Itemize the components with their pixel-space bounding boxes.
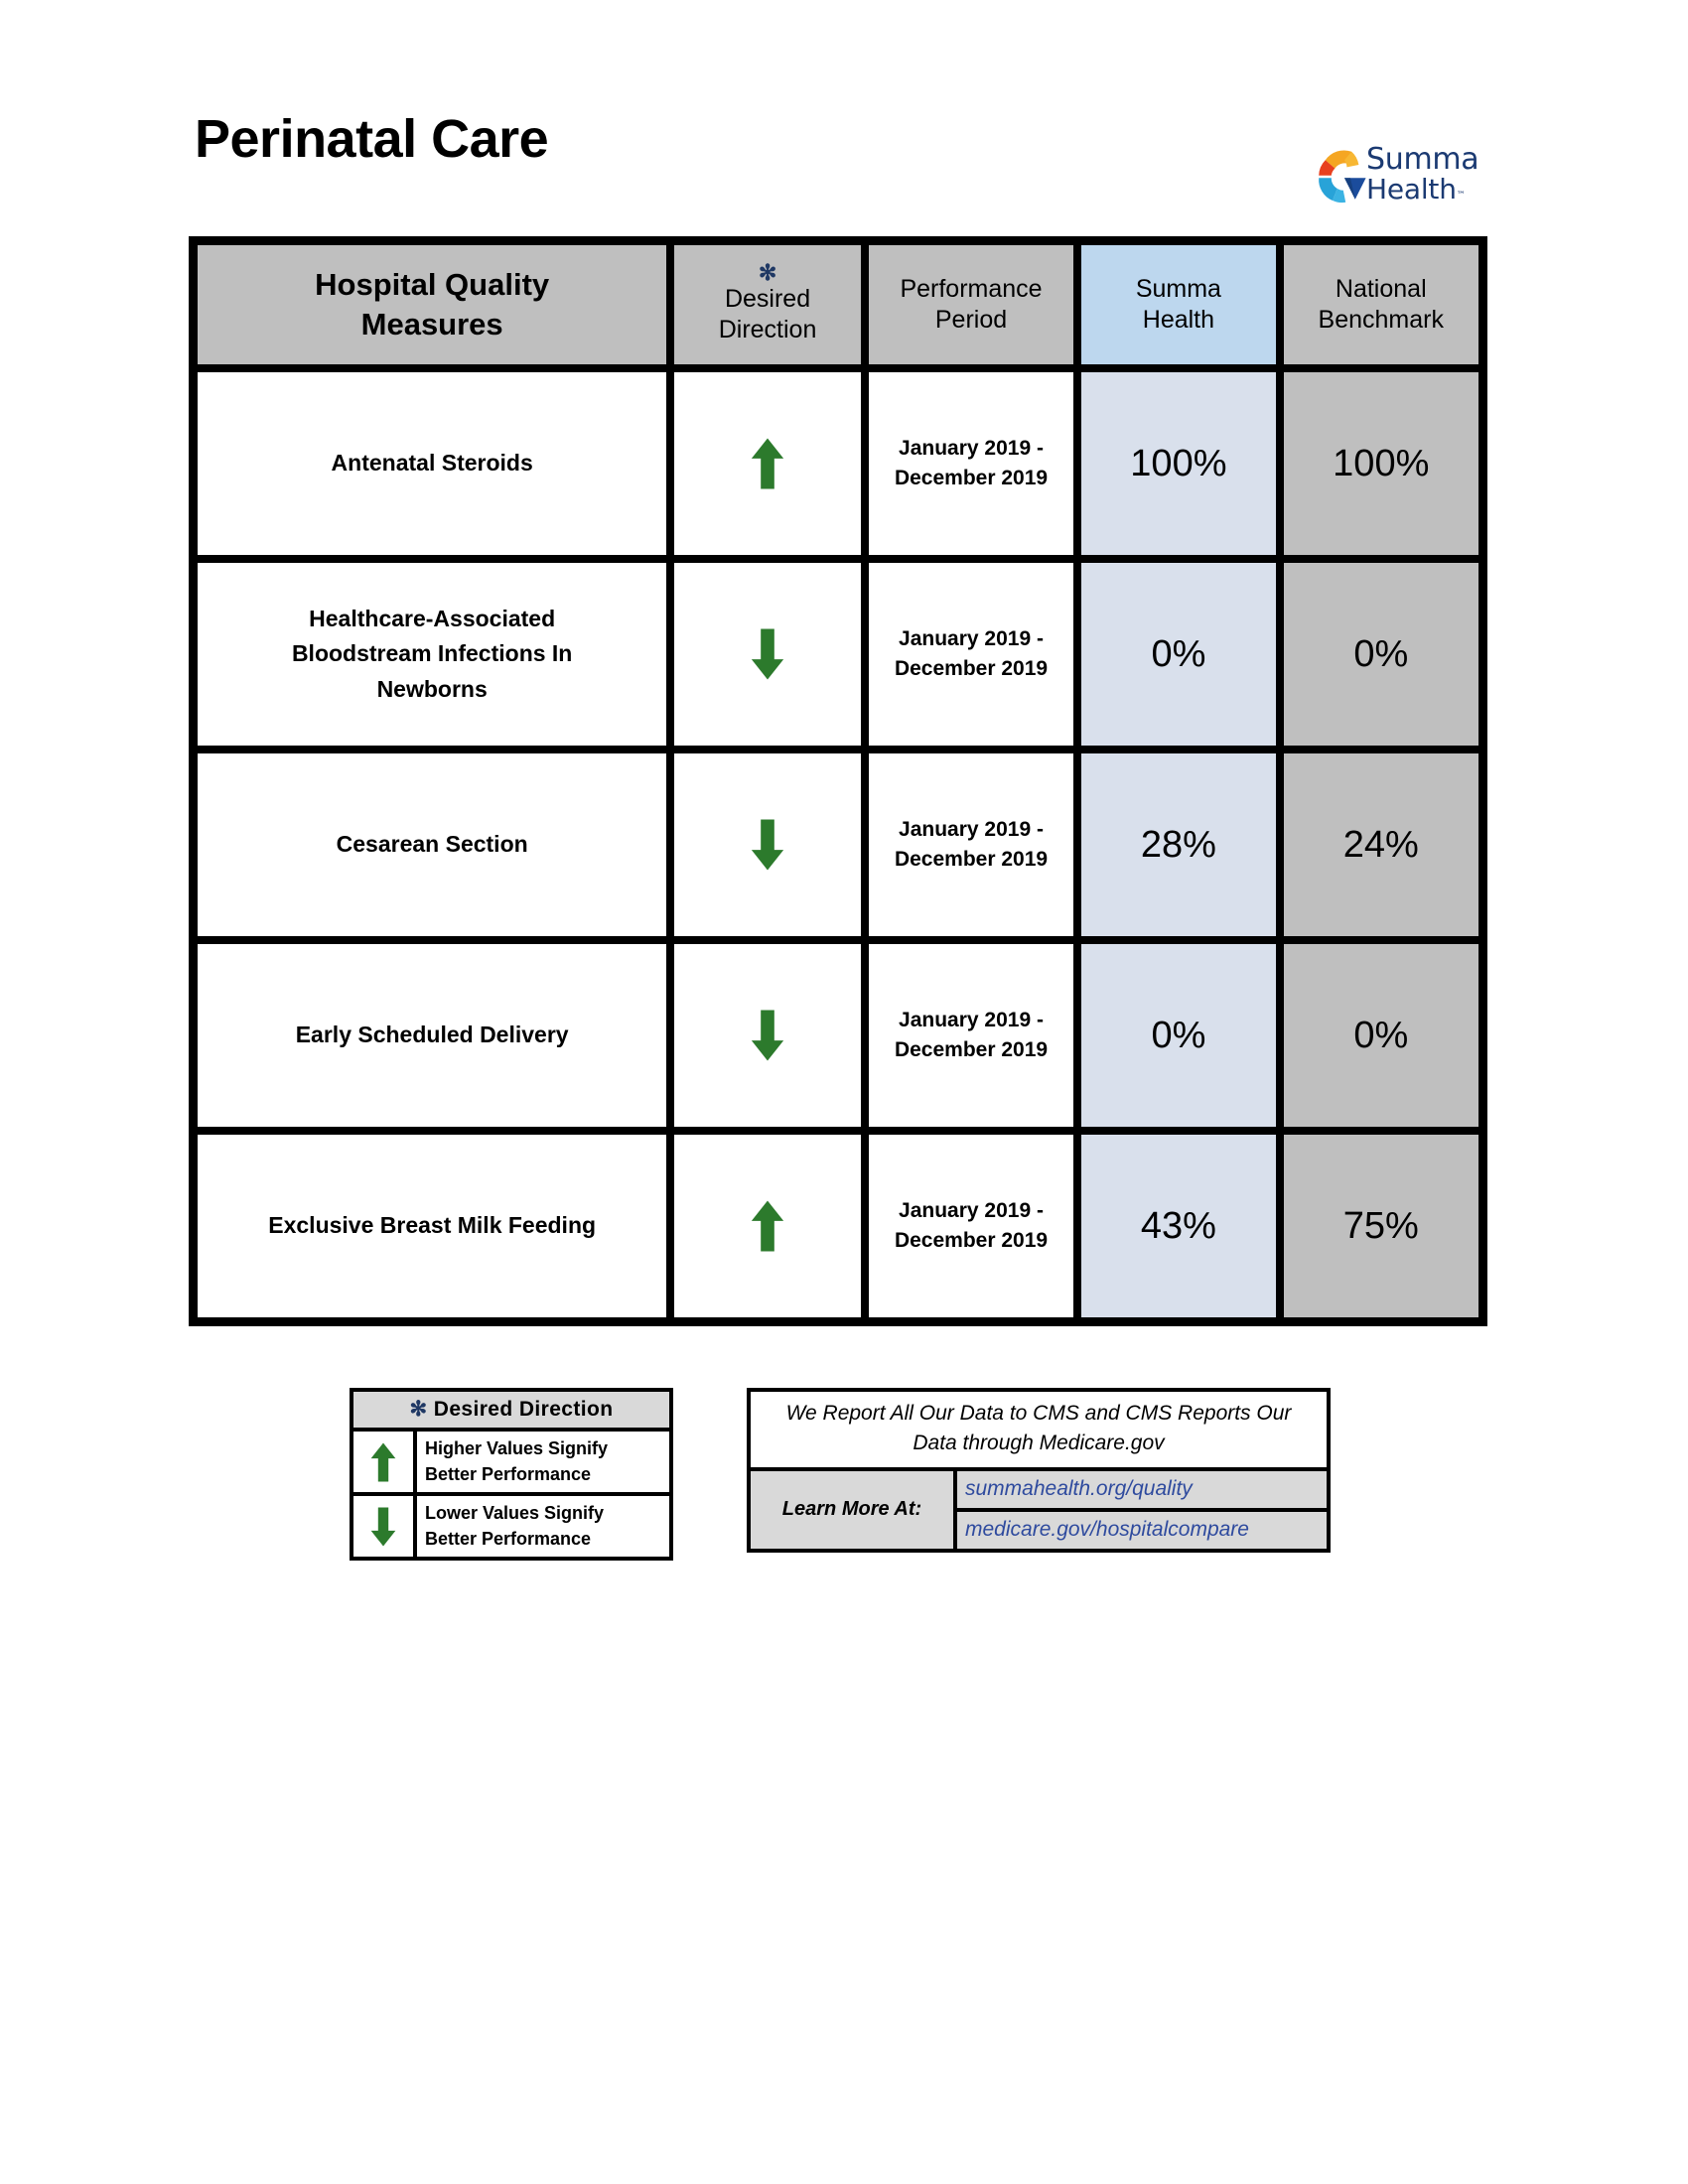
arrow-down-icon (370, 1506, 396, 1548)
column-header-summa-line1: Summa (1135, 274, 1221, 303)
logo-word-summa: Summa (1366, 142, 1479, 177)
learn-more-label: Learn More At: (751, 1471, 957, 1549)
link-medicare-hospitalcompare[interactable]: medicare.gov/hospitalcompare (957, 1512, 1327, 1549)
learn-more-section (751, 1471, 1327, 1549)
summa-swirl-icon (1309, 147, 1368, 206)
cell-desired-direction (670, 1131, 864, 1321)
table-row (194, 368, 1482, 559)
column-header-measures-line2: Measures (360, 307, 503, 341)
cell-desired-direction (670, 368, 864, 559)
page-header (0, 0, 1688, 228)
legend-asterisk-icon: ✻ (409, 1398, 428, 1421)
logo-word-health: Health™ (1366, 173, 1466, 205)
cell-performance-period: January 2019 - December 2019 (865, 368, 1077, 559)
cell-national-benchmark-value: 24% (1280, 750, 1482, 940)
legend-item (353, 1496, 669, 1557)
table-header-row (194, 241, 1482, 368)
arrow-up-icon (370, 1441, 396, 1483)
cell-measure-name: Antenatal Steroids (194, 368, 670, 559)
table-header (194, 241, 1482, 368)
cell-national-benchmark-value: 75% (1280, 1131, 1482, 1321)
column-header-period-line1: Performance (900, 274, 1043, 303)
column-header-benchmark-line1: National (1335, 274, 1427, 303)
column-header-desired-direction (670, 241, 864, 368)
cell-summa-health-value: 0% (1077, 940, 1279, 1131)
quality-measures-table (189, 236, 1487, 1326)
cell-measure-name: Exclusive Breast Milk Feeding (194, 1131, 670, 1321)
column-header-summa-line2: Health (1142, 306, 1215, 334)
legend-rows (353, 1432, 669, 1557)
column-header-measures-line1: Hospital Quality (315, 267, 550, 303)
cell-national-benchmark-value: 0% (1280, 559, 1482, 750)
cell-measure-name: Cesarean Section (194, 750, 670, 940)
cell-performance-period: January 2019 - December 2019 (865, 559, 1077, 750)
legend-item (353, 1432, 669, 1496)
cms-statement-line2: Data through Medicare.gov (913, 1432, 1165, 1455)
column-header-summa-health (1077, 241, 1279, 368)
cell-desired-direction (670, 559, 864, 750)
cell-national-benchmark-value: 100% (1280, 368, 1482, 559)
column-header-period-line2: Period (934, 306, 1008, 334)
table-row (194, 559, 1482, 750)
arrow-up-icon (751, 1198, 784, 1254)
cell-summa-health-value: 43% (1077, 1131, 1279, 1321)
legend-arrow-cell (353, 1432, 417, 1492)
cell-performance-period: January 2019 - December 2019 (865, 750, 1077, 940)
data-reporting-info-box (747, 1388, 1331, 1553)
cms-reporting-statement (751, 1392, 1327, 1471)
arrow-up-icon (751, 436, 784, 491)
asterisk-icon: ✻ (758, 260, 777, 286)
cell-desired-direction (670, 940, 864, 1131)
column-header-performance-period (865, 241, 1077, 368)
column-header-direction-line1: Desired (724, 284, 811, 313)
column-header-national-benchmark (1280, 241, 1482, 368)
cms-statement-line1: We Report All Our Data to CMS and CMS Reports Our (785, 1402, 1292, 1425)
table-row (194, 750, 1482, 940)
column-header-direction-line2: Direction (718, 316, 817, 344)
link-summahealth-quality[interactable]: summahealth.org/quality (957, 1471, 1327, 1512)
summa-health-logo (1309, 142, 1497, 208)
page-title: Perinatal Care (195, 109, 549, 169)
legend-heading-text: Desired Direction (433, 1398, 614, 1421)
cell-summa-health-value: 0% (1077, 559, 1279, 750)
cell-desired-direction (670, 750, 864, 940)
trademark-symbol: ™ (1456, 191, 1466, 201)
arrow-down-icon (751, 1008, 784, 1063)
table-row (194, 940, 1482, 1131)
legend-item-text: Higher Values Signify Better Performance (425, 1438, 609, 1484)
cell-measure-name: Healthcare-Associated Bloodstream Infections In Newborns (194, 559, 670, 750)
arrow-down-icon (751, 626, 784, 682)
column-header-measures (194, 241, 670, 368)
arrow-down-icon (751, 817, 784, 873)
table-body (194, 368, 1482, 1321)
cell-performance-period: January 2019 - December 2019 (865, 1131, 1077, 1321)
table-row (194, 1131, 1482, 1321)
cell-summa-health-value: 100% (1077, 368, 1279, 559)
legend-arrow-cell (353, 1496, 417, 1557)
cell-summa-health-value: 28% (1077, 750, 1279, 940)
cell-national-benchmark-value: 0% (1280, 940, 1482, 1131)
legend-item-text: Lower Values Signify Better Performance (425, 1503, 605, 1549)
cell-measure-name: Early Scheduled Delivery (194, 940, 670, 1131)
learn-more-links (957, 1471, 1327, 1549)
logo-wordmark (1366, 142, 1479, 205)
legend-heading (353, 1392, 669, 1432)
desired-direction-legend (350, 1388, 673, 1561)
cell-performance-period: January 2019 - December 2019 (865, 940, 1077, 1131)
column-header-benchmark-line2: Benchmark (1318, 306, 1444, 334)
